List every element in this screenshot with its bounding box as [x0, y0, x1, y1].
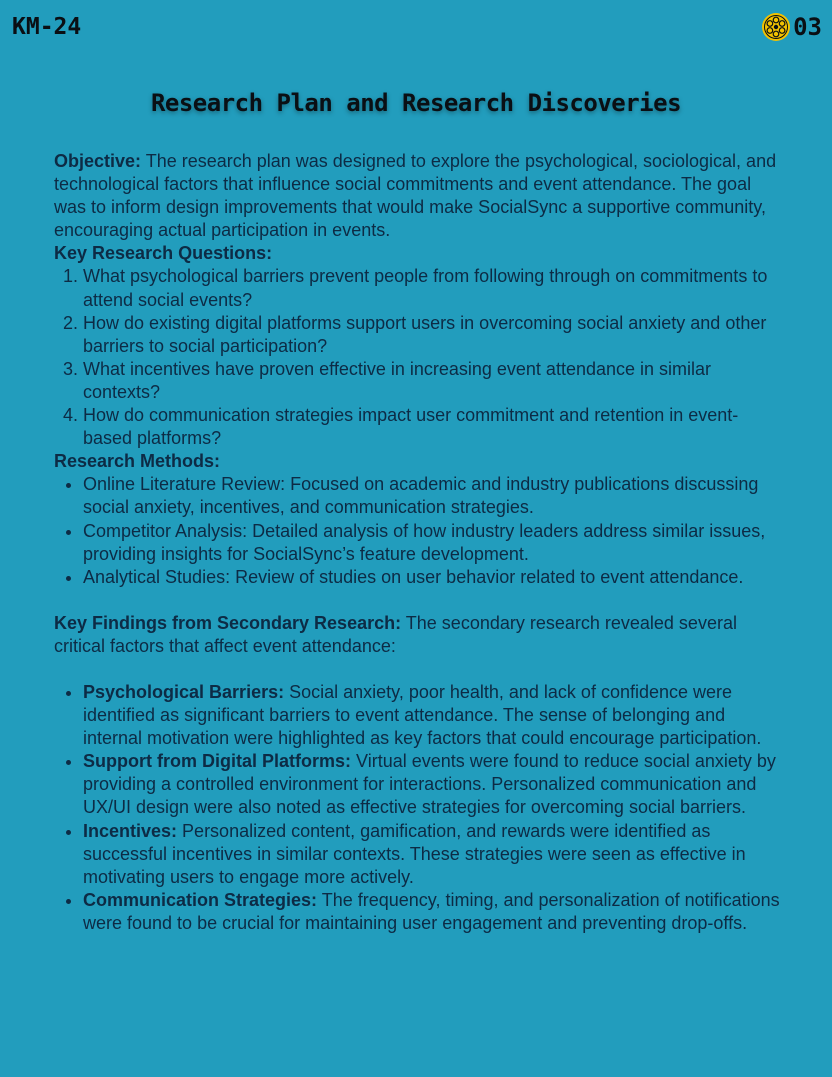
list-item: • Psychological Barriers: Social anxiety, poor health, and lack of confidence were identified as significant barriers to event attendance. The sense of belonging and internal motivation were highlighted as key factors that could encourage participation.	[83, 681, 780, 750]
findings-label: Key Findings from Secondary Research:	[54, 612, 402, 633]
objective-text: The research plan was designed to explore the psychological, sociological, and technological factors that influence social commitments and event attendance. The goal was to inform design improvements that would make SocialSync a supportive community, encouraging actual participation in events.	[54, 151, 777, 241]
methods-heading: Research Methods:	[54, 451, 221, 472]
document-body	[54, 150, 780, 935]
list-item: 1. What psychological barriers prevent people from following through on commitments to attend social events?	[83, 265, 780, 311]
film-reel-icon	[761, 12, 791, 42]
page-title: Research Plan and Research Discoveries	[150, 89, 682, 117]
list-item: 4. How do communication strategies impact user commitment and retention in event-based platforms?	[83, 404, 780, 450]
list-item: • Online Literature Review: Focused on academic and industry publications discussing social anxiety, incentives, and communication strategies.	[83, 473, 780, 519]
list-item: • Support from Digital Platforms: Virtual events were found to reduce social anxiety by providing a controlled environment for interactions. Personalized communication and UX/UI design were also noted as effective strategies for overcoming social barriers.	[83, 750, 780, 819]
findings-paragraph	[54, 612, 780, 658]
page-number: 03	[793, 13, 822, 41]
list-item: • Incentives: Personalized content, gamification, and rewards were identified as successful incentives in similar contexts. These strategies were seen as effective in motivating users to engage more actively.	[83, 820, 780, 889]
objective-paragraph	[54, 150, 780, 242]
list-item: • Communication Strategies: The frequency, timing, and personalization of notifications were found to be crucial for maintaining user engagement and preventing drop-offs.	[83, 889, 780, 935]
findings-list	[54, 681, 780, 935]
methods-list	[54, 473, 780, 588]
list-item: 2. How do existing digital platforms support users in overcoming social anxiety and other barriers to social participation?	[83, 312, 780, 358]
objective-label: Objective:	[54, 151, 142, 171]
findings-text: The secondary research revealed several critical factors that affect event attendance:	[54, 612, 737, 656]
questions-list	[54, 265, 780, 450]
spacer	[54, 658, 780, 681]
list-item: 3. What incentives have proven effective in increasing event attendance in similar contexts?	[83, 358, 780, 404]
questions-heading: Key Research Questions:	[54, 243, 273, 264]
list-item: • Analytical Studies: Review of studies on user behavior related to event attendance.	[83, 566, 780, 589]
spacer	[54, 589, 780, 612]
page-badge	[761, 12, 822, 42]
list-item: • Competitor Analysis: Detailed analysis of how industry leaders address similar issues, providing insights for SocialSync’s feature development.	[83, 520, 780, 566]
document-code: KM-24	[12, 14, 82, 40]
